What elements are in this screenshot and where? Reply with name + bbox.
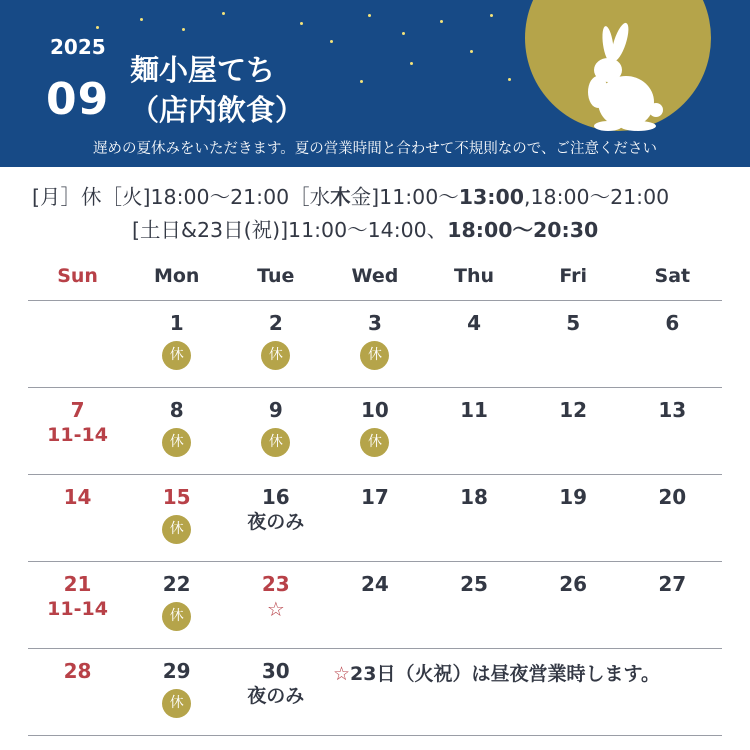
day-number: 11 <box>460 398 488 422</box>
day-number: 5 <box>566 311 581 335</box>
day-cell <box>524 562 623 648</box>
day-cell <box>325 475 424 561</box>
weekday-sat: Sat <box>654 265 691 287</box>
day-number: 30 <box>261 659 290 683</box>
day-cell <box>623 562 722 648</box>
day-cell <box>524 475 623 561</box>
day-cell <box>425 388 524 474</box>
rabbit-icon <box>568 22 668 132</box>
holiday-badge: 休 <box>162 515 191 544</box>
star-icon <box>360 80 363 83</box>
star-icon <box>402 32 405 35</box>
shop-subtitle: （店内飲食） <box>130 93 305 127</box>
hours-text: [土日&23日(祝)]11:00～14:00、 <box>132 218 448 242</box>
year-label: 2025 <box>50 35 106 59</box>
day-note: 夜のみ <box>247 511 305 533</box>
day-cell <box>127 301 226 387</box>
day-number: 8 <box>169 398 184 422</box>
day-note: 11-14 <box>47 424 108 446</box>
day-number: 29 <box>162 659 191 683</box>
weekday-tue: Tue <box>257 265 295 287</box>
holiday-badge: 休 <box>162 689 191 718</box>
day-cell <box>325 301 424 387</box>
day-number: 18 <box>460 485 488 509</box>
day-number: 10 <box>361 398 389 422</box>
hours-line-2 <box>132 213 598 243</box>
day-number: 14 <box>63 485 92 509</box>
day-cell <box>28 649 127 735</box>
weekday-fri: Fri <box>559 265 588 287</box>
day-number: 22 <box>162 572 191 596</box>
day-number: 17 <box>361 485 389 509</box>
hours-text-bold: 18:00～20:30 <box>447 218 599 242</box>
day-cell <box>226 562 325 648</box>
memo-text: 23日（火祝）は昼夜営業時します。 <box>350 663 660 685</box>
holiday-badge: 休 <box>162 341 191 370</box>
star-icon <box>222 12 225 15</box>
day-cell <box>226 649 325 735</box>
day-cell <box>226 301 325 387</box>
day-cell <box>623 388 722 474</box>
month-label: 09 <box>46 74 110 125</box>
notice-text: 遅めの夏休みをいただきます。夏の営業時間と合わせて不規則なので、ご注意ください <box>92 141 658 157</box>
hours-text-bold: 13:00 <box>458 185 524 209</box>
star-icon <box>182 28 185 31</box>
day-number: 25 <box>460 572 488 596</box>
star-icon <box>300 22 303 25</box>
holiday-badge: 休 <box>360 341 389 370</box>
day-number: 28 <box>63 659 92 683</box>
day-cell <box>524 301 623 387</box>
day-cell <box>28 562 127 648</box>
star-icon <box>140 18 143 21</box>
hours-text: 金]11:00～ <box>350 185 459 209</box>
day-number: 12 <box>559 398 588 422</box>
day-cell <box>127 649 226 735</box>
day-cell <box>425 301 524 387</box>
day-number: 3 <box>367 311 382 335</box>
day-number: 16 <box>261 485 290 509</box>
holiday-badge: 休 <box>162 602 191 631</box>
holiday-badge: 休 <box>360 428 389 457</box>
star-icon <box>410 62 413 65</box>
star-icon <box>490 14 493 17</box>
weekday-mon: Mon <box>153 265 200 287</box>
week-row <box>28 562 722 649</box>
shop-name: 麺小屋てち <box>130 53 276 87</box>
day-note: 11-14 <box>47 598 108 620</box>
day-cell <box>28 301 127 387</box>
day-number: 20 <box>658 485 687 509</box>
holiday-badge: 休 <box>261 341 290 370</box>
day-cell <box>524 388 623 474</box>
week-row <box>28 388 722 475</box>
hours-text: [月］休［火]18:00～21:00［水 <box>32 185 331 209</box>
header-banner <box>0 0 750 167</box>
holiday-badge: 休 <box>261 428 290 457</box>
day-cell <box>127 475 226 561</box>
day-number: 9 <box>268 398 283 422</box>
star-icon <box>470 50 473 53</box>
hours-text: ,18:00～21:00 <box>524 185 670 209</box>
day-cell <box>325 562 424 648</box>
day-cell <box>425 475 524 561</box>
day-note: 夜のみ <box>247 685 305 707</box>
day-cell <box>325 388 424 474</box>
memo-note <box>333 659 660 686</box>
star-icon <box>368 14 371 17</box>
week-row <box>28 475 722 562</box>
star-mark-icon: ☆ <box>266 597 285 621</box>
day-cell <box>28 475 127 561</box>
weekday-header <box>28 252 722 301</box>
day-number: 4 <box>467 311 482 335</box>
weekday-wed: Wed <box>351 265 399 287</box>
day-number: 15 <box>162 485 191 509</box>
star-icon <box>440 20 443 23</box>
day-cell <box>226 388 325 474</box>
day-number: 27 <box>658 572 687 596</box>
holiday-badge: 休 <box>162 428 191 457</box>
day-number: 19 <box>559 485 588 509</box>
star-icon <box>330 40 333 43</box>
day-number: 13 <box>658 398 687 422</box>
week-row <box>28 301 722 388</box>
day-number: 7 <box>70 398 85 422</box>
day-cell <box>226 475 325 561</box>
day-cell <box>425 562 524 648</box>
memo-star: ☆ <box>333 663 351 685</box>
day-number: 1 <box>169 311 184 335</box>
day-cell <box>127 388 226 474</box>
day-cell <box>127 562 226 648</box>
shop-title <box>130 50 304 130</box>
day-cell <box>28 388 127 474</box>
day-cell <box>623 301 722 387</box>
day-number: 6 <box>665 311 680 335</box>
hours-line-1 <box>32 180 669 210</box>
star-icon <box>96 26 99 29</box>
day-number: 2 <box>268 311 283 335</box>
day-number: 24 <box>361 572 389 596</box>
weekday-thu: Thu <box>454 265 495 287</box>
hours-text-bold: 木 <box>330 185 351 209</box>
star-icon <box>508 78 511 81</box>
day-number: 23 <box>261 572 290 596</box>
day-number: 26 <box>559 572 588 596</box>
weekday-sun: Sun <box>57 265 98 287</box>
day-cell <box>623 475 722 561</box>
day-number: 21 <box>63 572 92 596</box>
